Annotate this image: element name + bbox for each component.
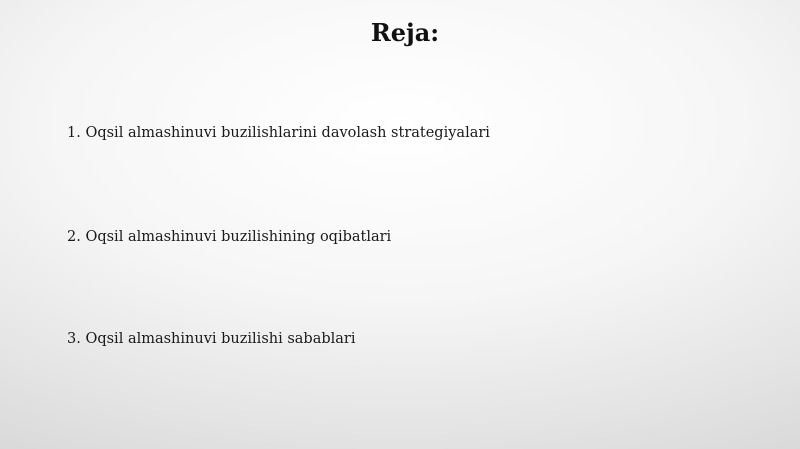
slide-title: Reja: <box>370 18 440 47</box>
plan-item-1: 1. Oqsil almashinuvi buzilishlarini davolash strategiyalari <box>67 125 490 141</box>
plan-item-2: 2. Oqsil almashinuvi buzilishining oqibatlari <box>67 229 392 245</box>
plan-item-3: 3. Oqsil almashinuvi buzilishi sabablari <box>67 331 356 347</box>
